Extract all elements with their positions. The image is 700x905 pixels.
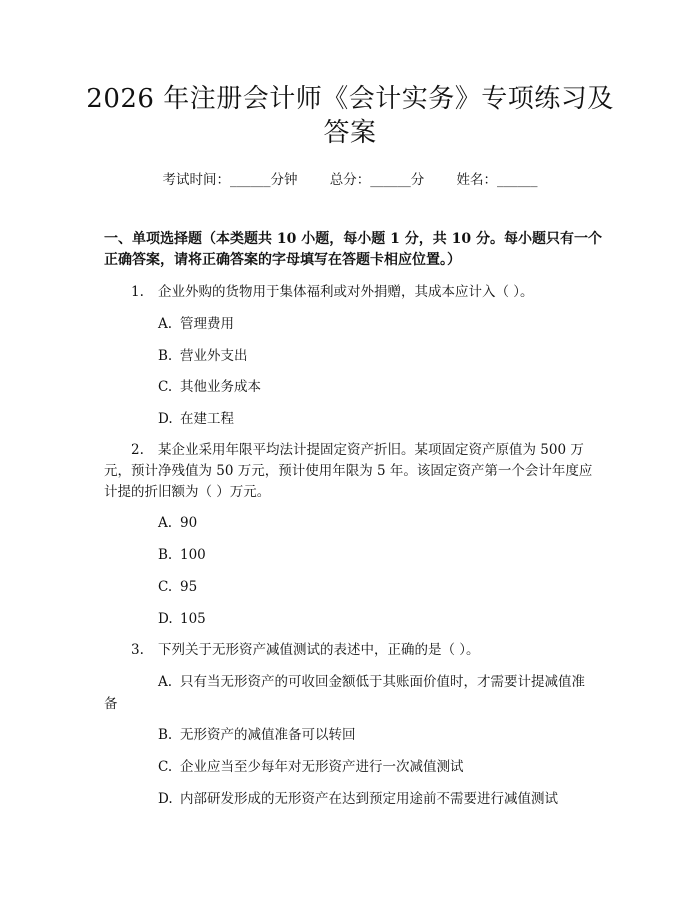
section-heading: 一、单项选择题（本类题共 10 小题，每小题 1 分，共 10 分。每小题只有一个正确答案，请将正确答案的字母填写在答题卡相应位置。） bbox=[104, 231, 602, 268]
option-2c bbox=[158, 577, 197, 597]
option-letter: C. bbox=[158, 579, 173, 595]
option-letter: D. bbox=[158, 411, 173, 427]
option-3d bbox=[158, 789, 558, 809]
question-2 bbox=[104, 440, 596, 503]
question-text: 企业外购的货物用于集体福利或对外捐赠，其成本应计入（ ）。 bbox=[158, 284, 534, 300]
option-text: 企业应当至少每年对无形资产进行一次减值测试 bbox=[180, 759, 464, 775]
option-text: 90 bbox=[180, 515, 198, 531]
option-letter: B. bbox=[158, 348, 173, 364]
exam-info-line bbox=[0, 168, 700, 188]
option-1d bbox=[158, 409, 234, 429]
option-letter: D. bbox=[158, 791, 173, 807]
option-letter: B. bbox=[158, 727, 173, 743]
total-score-label: 总分：______分 bbox=[329, 172, 425, 188]
option-1b bbox=[158, 346, 248, 366]
question-1 bbox=[104, 282, 596, 303]
option-letter: A. bbox=[158, 674, 173, 690]
option-text: 无形资产的减值准备可以转回 bbox=[180, 727, 356, 743]
option-text: 其他业务成本 bbox=[180, 379, 261, 395]
question-number: 2. bbox=[131, 442, 144, 458]
question-text: 下列关于无形资产减值测试的表述中，正确的是（ ）。 bbox=[158, 642, 480, 658]
option-text: 营业外支出 bbox=[180, 348, 248, 364]
question-text: 某企业采用年限平均法计提固定资产折旧。某项固定资产原值为 500 万元，预计净残值为 50 万元，预计使用年限为 5 年。该固定资产第一个会计年度应计提的折旧额为（ ）万元。 bbox=[104, 442, 593, 500]
option-3a bbox=[104, 671, 596, 715]
option-text: 管理费用 bbox=[180, 316, 234, 332]
exam-time-label: 考试时间：______分钟 bbox=[162, 172, 298, 188]
option-text: 只有当无形资产的可收回金额低于其账面价值时，才需要计提减值准备 bbox=[104, 674, 585, 712]
option-text: 95 bbox=[180, 579, 198, 595]
option-3b bbox=[158, 725, 356, 745]
question-3 bbox=[104, 640, 596, 661]
name-label: 姓名：______ bbox=[456, 172, 538, 188]
option-2a bbox=[158, 513, 197, 533]
option-1c bbox=[158, 377, 261, 397]
option-letter: D. bbox=[158, 611, 173, 627]
option-letter: A. bbox=[158, 316, 173, 332]
option-text: 105 bbox=[180, 611, 206, 627]
option-text: 100 bbox=[180, 547, 206, 563]
document-title: 2026 年注册会计师《会计实务》专项练习及答案 bbox=[86, 84, 614, 148]
question-number: 3. bbox=[131, 642, 144, 658]
option-text: 在建工程 bbox=[180, 411, 234, 427]
option-3c bbox=[158, 757, 464, 777]
option-letter: A. bbox=[158, 515, 173, 531]
option-letter: C. bbox=[158, 759, 173, 775]
option-letter: B. bbox=[158, 547, 173, 563]
option-2d bbox=[158, 609, 206, 629]
question-number: 1. bbox=[131, 284, 144, 300]
option-text: 内部研发形成的无形资产在达到预定用途前不需要进行减值测试 bbox=[180, 791, 558, 807]
option-letter: C. bbox=[158, 379, 173, 395]
option-1a bbox=[158, 314, 234, 334]
option-2b bbox=[158, 545, 206, 565]
